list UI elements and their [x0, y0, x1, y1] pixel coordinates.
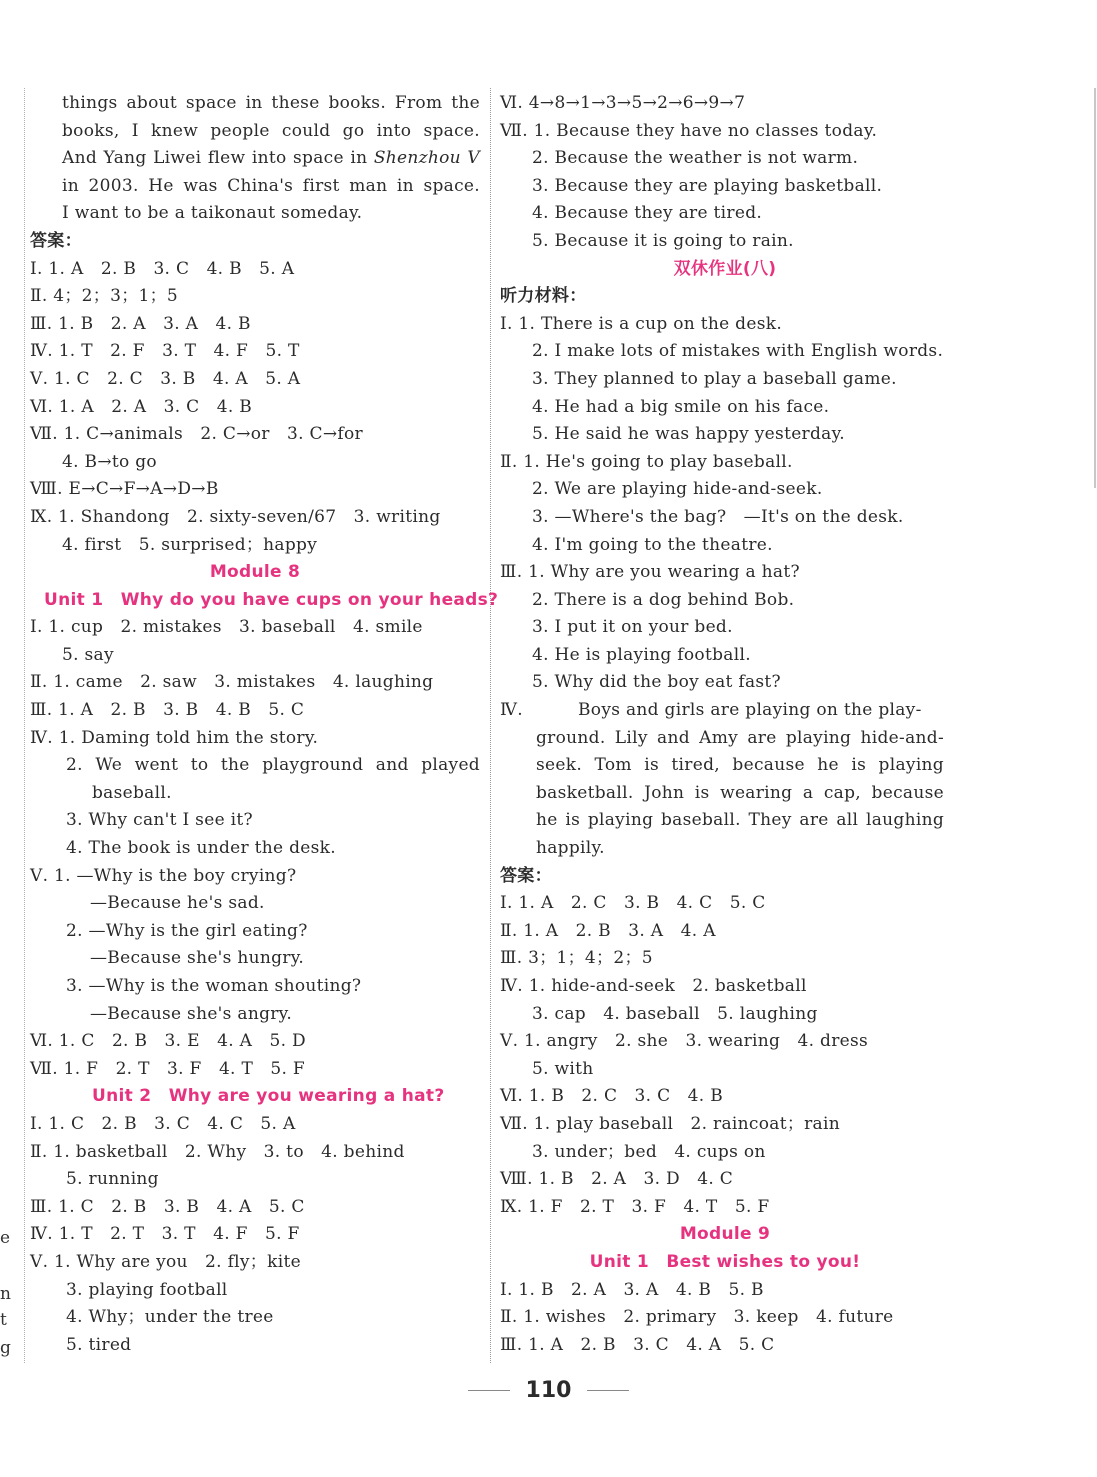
right-column [500, 90, 950, 1359]
answer-line: Ⅶ. 1. C→animals 2. C→or 3. C→for [30, 424, 363, 445]
passage-line: things about space in these books. From the [62, 93, 480, 113]
listening-line: 4. I'm going to the theatre. [532, 534, 773, 555]
answer-line: 4. Why；under the tree [66, 1307, 274, 1328]
listening-line: 5. He said he was happy yesterday. [532, 424, 845, 445]
answer-line: 2. Because the weather is not warm. [532, 148, 859, 169]
passage-line: he is playing baseball. They are all laughing [536, 810, 944, 831]
answers-label: 答案： [500, 865, 552, 886]
answer-line: 2. —Why is the girl eating? [66, 920, 308, 941]
answer-line: Ⅷ. E→C→F→A→D→B [30, 479, 219, 500]
answer-line: Ⅸ. 1. Shandong 2. sixty-seven/67 3. writing [30, 506, 441, 527]
listening-line: Ⅲ. 1. Why are you wearing a hat? [500, 562, 800, 583]
answer-line: Ⅰ. 1. A 2. C 3. B 4. C 5. C [500, 893, 766, 914]
listening-line: 3. I put it on your bed. [532, 617, 733, 638]
answer-line: Ⅳ. 1. hide-and-seek 2. basketball [500, 976, 807, 996]
answer-line: Ⅲ. 1. A 2. B 3. C 4. A 5. C [500, 1334, 775, 1355]
answer-line: 3. playing football [66, 1279, 228, 1300]
answer-line: 2. We went to the playground and played [66, 755, 480, 776]
answer-line: Ⅴ. 1. —Why is the boy crying? [30, 865, 297, 886]
section-title: 双休作业(八) [673, 258, 777, 279]
passage-block [500, 697, 950, 725]
answer-line: —Because she's angry. [90, 1003, 293, 1024]
answer-line: Ⅲ. 1. B 2. A 3. A 4. B [30, 313, 251, 334]
answer-line: 5. with [532, 1058, 594, 1079]
passage-line: happily. [536, 838, 605, 859]
listening-line: 2. There is a dog behind Bob. [532, 589, 795, 610]
answer-line: —Because she's hungry. [90, 948, 305, 969]
listening-line: 4. He had a big smile on his face. [532, 396, 830, 417]
answer-line: 5. say [62, 644, 114, 665]
page-footer [0, 1378, 1097, 1403]
page-number: 110 [525, 1378, 572, 1403]
answer-line: Ⅰ. 1. A 2. B 3. C 4. B 5. A [30, 258, 295, 279]
answer-line: baseball. [92, 782, 172, 803]
listening-line: 2. We are playing hide-and-seek. [532, 479, 823, 500]
answer-line: Ⅱ. 1. came 2. saw 3. mistakes 4. laughing [30, 672, 434, 693]
margin-letter: e [0, 1228, 11, 1248]
unit-title: Unit 2 Why are you wearing a hat? [92, 1086, 445, 1107]
answer-line: 3. Because they are playing basketball. [532, 175, 883, 196]
passage-line: basketball. John is wearing a cap, because [536, 782, 944, 803]
answer-line: 3. —Why is the woman shouting? [66, 976, 362, 996]
answer-line: 3. under；bed 4. cups on [532, 1141, 766, 1162]
listening-line: 3. They planned to play a baseball game. [532, 368, 897, 389]
answer-line: Ⅵ. 1. A 2. A 3. C 4. B [30, 396, 253, 417]
footer-rule [587, 1390, 629, 1391]
answer-line: Ⅴ. 1. angry 2. she 3. wearing 4. dress [500, 1031, 869, 1052]
passage-line: I want to be a taikonaut someday. [62, 203, 363, 224]
listening-line: 5. Why did the boy eat fast? [532, 672, 781, 693]
ship-name: Shenzhou V [373, 148, 480, 169]
answer-line: Ⅷ. 1. B 2. A 3. D 4. C [500, 1169, 734, 1190]
answer-line: 5. running [66, 1169, 159, 1190]
listening-line: 3. —Where's the bag? —It's on the desk. [532, 506, 904, 527]
unit-title: Unit 1 Why do you have cups on your heads? [44, 589, 499, 610]
answer-line: Ⅱ. 1. A 2. B 3. A 4. A [500, 920, 716, 941]
answer-line: 5. tired [66, 1334, 132, 1355]
answer-line: Ⅵ. 1. C 2. B 3. E 4. A 5. D [30, 1031, 306, 1052]
margin-letter: t [0, 1310, 7, 1330]
listening-line: Ⅰ. 1. There is a cup on the desk. [500, 313, 783, 334]
answer-line: Ⅵ. 1. B 2. C 3. C 4. B [500, 1086, 724, 1107]
footer-rule [468, 1390, 510, 1391]
unit-title: Unit 1 Best wishes to you! [589, 1251, 861, 1272]
right-page-edge [1094, 88, 1096, 488]
module-title: Module 8 [209, 562, 301, 583]
answer-line: Ⅰ. 1. B 2. A 3. A 4. B 5. B [500, 1279, 764, 1300]
answer-line: Ⅳ. 1. T 2. F 3. T 4. F 5. T [30, 341, 300, 362]
listening-line: Ⅱ. 1. He's going to play baseball. [500, 451, 793, 472]
passage-line: in 2003. He was China's first man in space. [62, 175, 480, 196]
answer-line: Ⅳ. 1. Daming told him the story. [30, 727, 319, 748]
passage-label: Ⅳ. [500, 700, 523, 721]
left-page-edge [24, 88, 25, 1363]
answer-line: 4. Because they are tired. [532, 203, 763, 224]
answers-label: 答案： [30, 230, 82, 251]
answer-line: Ⅲ. 1. A 2. B 3. B 4. B 5. C [30, 700, 305, 721]
answer-line: 4. B→to go [62, 451, 157, 472]
answer-line: 3. Why can't I see it? [66, 810, 253, 831]
answer-line: 5. Because it is going to rain. [532, 230, 794, 251]
answer-line: —Because he's sad. [90, 893, 265, 914]
answer-line: Ⅴ. 1. C 2. C 3. B 4. A 5. A [30, 368, 301, 389]
answer-line: Ⅱ. 4；2；3；1；5 [30, 286, 179, 307]
answer-line: 4. The book is under the desk. [66, 838, 336, 859]
listening-label: 听力材料： [500, 286, 587, 307]
answer-line: Ⅶ. 1. Because they have no classes today. [500, 120, 878, 141]
answer-line: Ⅱ. 1. wishes 2. primary 3. keep 4. future [500, 1307, 894, 1328]
passage-line: books, I knew people could go into space. [62, 120, 480, 141]
answer-line: 3. cap 4. baseball 5. laughing [532, 1003, 818, 1024]
answer-line: Ⅲ. 1. C 2. B 3. B 4. A 5. C [30, 1196, 305, 1217]
answer-line: Ⅱ. 1. basketball 2. Why 3. to 4. behind [30, 1141, 405, 1162]
margin-letter: g [0, 1338, 11, 1358]
passage-line: Boys and girls are playing on the play- [578, 700, 922, 721]
left-column [30, 90, 499, 1359]
answer-line: Ⅲ. 3；1；4；2；5 [500, 948, 653, 969]
passage-line: And Yang Liwei flew into space in Shenzhou V [62, 148, 480, 169]
module-title: Module 9 [679, 1224, 771, 1245]
answer-line: Ⅰ. 1. cup 2. mistakes 3. baseball 4. smile [30, 617, 423, 638]
margin-letter: n [0, 1284, 11, 1304]
answer-line: Ⅳ. 1. T 2. T 3. T 4. F 5. F [30, 1224, 300, 1245]
passage-line: seek. Tom is tired, because he is playing [536, 755, 944, 776]
listening-line: 2. I make lots of mistakes with English words. [532, 341, 944, 362]
column-divider [490, 88, 491, 1363]
passage-line: ground. Lily and Amy are playing hide-and- [536, 727, 944, 748]
answer-line: 4. first 5. surprised；happy [62, 534, 318, 555]
answer-line: Ⅵ. 4→8→1→3→5→2→6→9→7 [500, 93, 746, 113]
listening-line: 4. He is playing football. [532, 644, 751, 665]
answer-line: Ⅸ. 1. F 2. T 3. F 4. T 5. F [500, 1196, 770, 1217]
answer-line: Ⅰ. 1. C 2. B 3. C 4. C 5. A [30, 1113, 296, 1134]
answer-line: Ⅶ. 1. F 2. T 3. F 4. T 5. F [30, 1058, 306, 1079]
answer-line: Ⅴ. 1. Why are you 2. fly；kite [30, 1251, 301, 1272]
answer-line: Ⅶ. 1. play baseball 2. raincoat；rain [500, 1113, 840, 1134]
